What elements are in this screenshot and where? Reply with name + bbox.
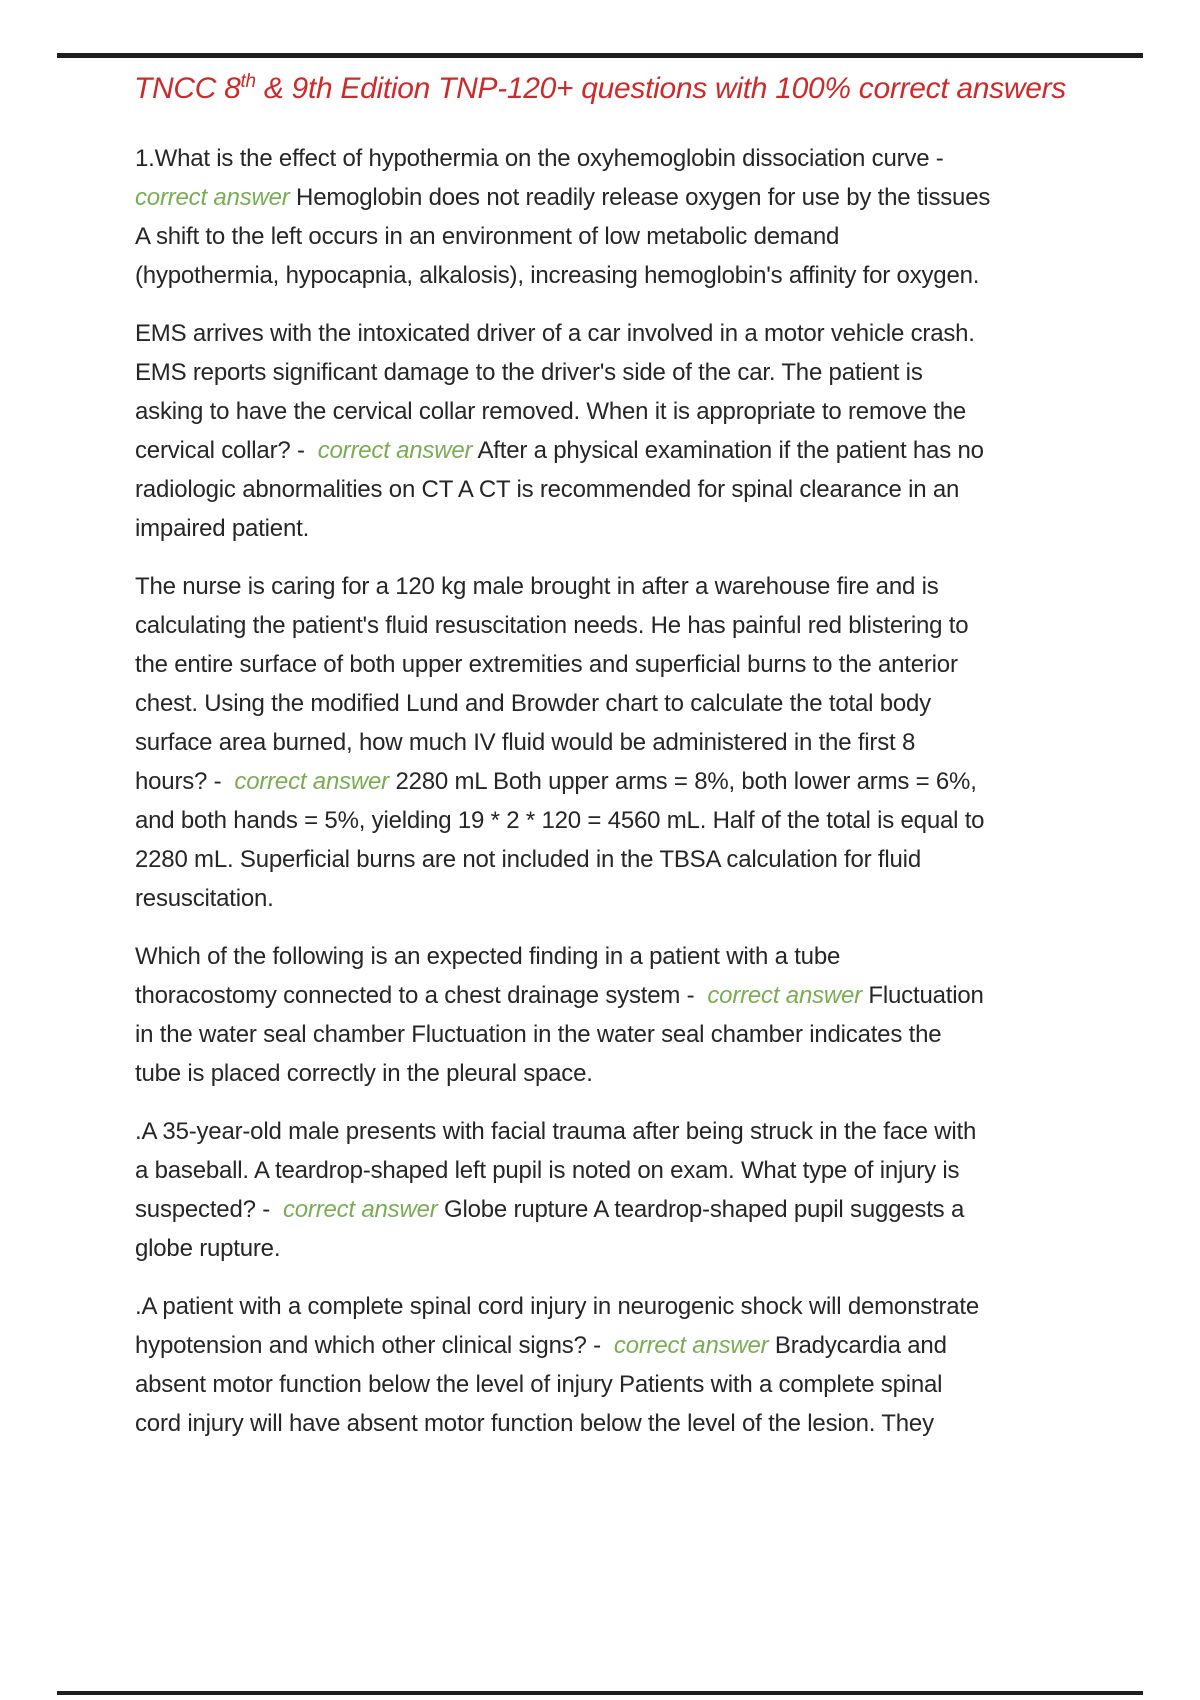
text-line: [135, 1112, 1140, 1151]
text-line: [135, 684, 1140, 723]
text-line: [135, 314, 1140, 353]
text-run: Bradycardia and: [768, 1332, 947, 1359]
text-run: resuscitation.: [135, 885, 274, 912]
text-run: tube is placed correctly in the pleural space.: [135, 1060, 593, 1087]
text-run: EMS arrives with the intoxicated driver of a car involved in a motor vehicle crash.: [135, 320, 975, 347]
text-run: globe rupture.: [135, 1235, 281, 1262]
text-run: A shift to the left occurs in an environment of low metabolic demand: [135, 223, 840, 250]
text-run: thoracostomy connected to a chest drainage system -: [135, 982, 708, 1009]
text-line: [135, 879, 1140, 918]
text-run: and both hands = 5%, yielding 19 * 2 * 120 = 4560 mL. Half of the total is equal to: [135, 807, 985, 834]
title-text-run: & 9th Edition TNP-120+ questions with 100% correct answers: [255, 72, 1066, 105]
text-run: 2280 mL. Superficial burns are not included in the TBSA calculation for fluid: [135, 846, 921, 873]
top-divider-rule: [57, 53, 1143, 58]
text-line: [135, 1054, 1140, 1093]
text-line: [135, 723, 1140, 762]
qa-paragraph: [135, 139, 1140, 295]
text-run: 2280 mL Both upper arms = 8%, both lower arms = 6%,: [388, 768, 977, 795]
text-line: [135, 937, 1140, 976]
text-line: [135, 470, 1140, 509]
text-line: [135, 392, 1140, 431]
text-run: cord injury will have absent motor function below the level of the lesion. They: [135, 1410, 934, 1437]
title-text-run: TNCC 8: [133, 72, 241, 105]
text-line: [135, 1404, 1140, 1443]
text-run: Hemoglobin does not readily release oxygen for use by the tissues: [289, 184, 991, 211]
text-line: [135, 567, 1140, 606]
correct-answer-marker: correct answer: [135, 184, 290, 211]
text-line: [135, 256, 1140, 295]
text-line: [135, 840, 1140, 879]
text-run: a baseball. A teardrop-shaped left pupil is noted on exam. What type of injury is: [135, 1157, 960, 1184]
correct-answer-marker: correct answer: [234, 768, 389, 795]
text-run: Which of the following is an expected finding in a patient with a tube: [135, 943, 841, 970]
text-line: [135, 217, 1140, 256]
qa-paragraph: [135, 314, 1140, 548]
text-run: (hypothermia, hypocapnia, alkalosis), increasing hemoglobin's affinity for oxygen.: [135, 262, 980, 289]
text-run: .A patient with a complete spinal cord injury in neurogenic shock will demonstrate: [135, 1293, 980, 1320]
text-line: [135, 1287, 1140, 1326]
text-line: [135, 1326, 1140, 1365]
text-run: After a physical examination if the patient has no: [472, 437, 984, 464]
text-run: surface area burned, how much IV fluid would be administered in the first 8: [135, 729, 916, 756]
text-line: [135, 139, 1140, 178]
text-run: EMS reports significant damage to the driver's side of the car. The patient is: [135, 359, 923, 386]
text-line: [135, 645, 1140, 684]
text-line: [135, 1190, 1140, 1229]
text-run: radiologic abnormalities on CT A CT is recommended for spinal clearance in an: [135, 476, 960, 503]
text-run: calculating the patient's fluid resuscitation needs. He has painful red blistering to: [135, 612, 969, 639]
text-run: chest. Using the modified Lund and Browder chart to calculate the total body: [135, 690, 931, 717]
text-line: [135, 431, 1140, 470]
text-run: cervical collar? -: [135, 437, 318, 464]
text-run: suspected? -: [135, 1196, 283, 1223]
text-run: Globe rupture A teardrop-shaped pupil suggests a: [437, 1196, 965, 1223]
text-run: Fluctuation: [861, 982, 984, 1009]
text-run: hours? -: [135, 768, 235, 795]
qa-paragraph: [135, 567, 1140, 918]
text-line: [135, 1151, 1140, 1190]
text-run: absent motor function below the level of injury Patients with a complete spinal: [135, 1371, 943, 1398]
text-line: [135, 1015, 1140, 1054]
correct-answer-marker: correct answer: [317, 437, 473, 464]
text-line: [135, 976, 1140, 1015]
text-run: in the water seal chamber Fluctuation in the water seal chamber indicates the: [135, 1021, 942, 1048]
correct-answer-marker: correct answer: [707, 982, 862, 1009]
text-run: .A 35-year-old male presents with facial trauma after being struck in the face with: [135, 1118, 977, 1145]
text-line: [135, 353, 1140, 392]
qa-paragraph: [135, 1287, 1140, 1443]
bottom-divider-rule: [57, 1691, 1143, 1695]
text-line: [135, 762, 1140, 801]
text-run: asking to have the cervical collar removed. When it is appropriate to remove the: [135, 398, 967, 425]
text-line: [135, 606, 1140, 645]
document-body: [135, 139, 1140, 1462]
text-run: The nurse is caring for a 120 kg male brought in after a warehouse fire and is: [135, 573, 939, 600]
title-superscript: th: [240, 71, 256, 92]
text-line: [135, 1365, 1140, 1404]
document-title: [0, 70, 1200, 108]
text-line: [135, 801, 1140, 840]
text-run: the entire surface of both upper extremities and superficial burns to the anterior: [135, 651, 958, 678]
text-run: 1.What is the effect of hypothermia on the oxyhemoglobin dissociation curve -: [135, 145, 944, 172]
text-line: [135, 509, 1140, 548]
text-line: [135, 178, 1140, 217]
qa-paragraph: [135, 1112, 1140, 1268]
qa-paragraph: [135, 937, 1140, 1093]
text-run: impaired patient.: [135, 515, 310, 542]
text-run: hypotension and which other clinical signs? -: [135, 1332, 614, 1359]
correct-answer-marker: correct answer: [613, 1332, 769, 1359]
text-line: [135, 1229, 1140, 1268]
correct-answer-marker: correct answer: [282, 1196, 438, 1223]
